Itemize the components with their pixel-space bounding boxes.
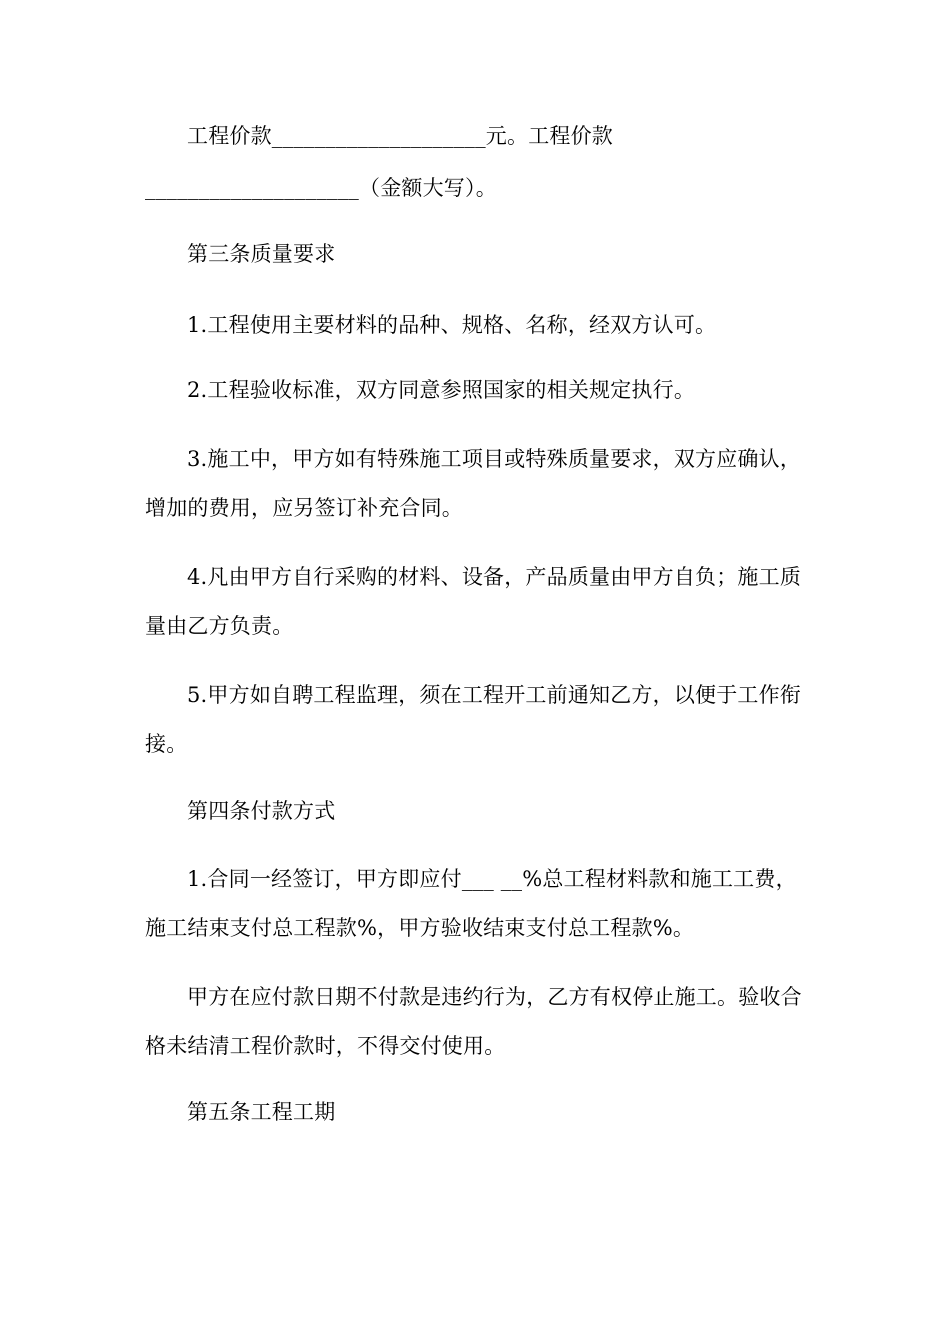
article-4-heading: 第四条付款方式 <box>187 799 336 823</box>
quality-item-1: 1.工程使用主要材料的品种、规格、名称，经双方认可。 <box>187 313 717 337</box>
payment-default-line-2: 格未结清工程价款时，不得交付使用。 <box>145 1034 506 1058</box>
price-line: 工程价款____________________元。工程价款 <box>187 124 613 148</box>
quality-item-2: 2.工程验收标准，双方同意参照国家的相关规定执行。 <box>187 378 696 402</box>
payment-item-1-line-1: 1.合同一经签订，甲方即应付___ __%总工程材料款和施工工费， <box>187 867 797 891</box>
article-5-heading: 第五条工程工期 <box>187 1100 336 1124</box>
payment-item-1-line-2: 施工结束支付总工程款%，甲方验收结束支付总工程款%。 <box>145 916 695 940</box>
quality-item-5-line-1: 5.甲方如自聘工程监理，须在工程开工前通知乙方，以便于工作衔 <box>187 683 802 707</box>
quality-item-4-line-2: 量由乙方负责。 <box>145 614 294 638</box>
article-3-heading: 第三条质量要求 <box>187 242 336 266</box>
quality-item-3-line-1: 3.施工中，甲方如有特殊施工项目或特殊质量要求，双方应确认， <box>187 447 802 471</box>
quality-item-3-line-2: 增加的费用，应另签订补充合同。 <box>145 496 463 520</box>
payment-default-line-1: 甲方在应付款日期不付款是违约行为，乙方有权停止施工。验收合 <box>187 985 802 1009</box>
quality-item-4-line-1: 4.凡由甲方自行采购的材料、设备，产品质量由甲方自负；施工质 <box>187 565 802 589</box>
quality-item-5-line-2: 接。 <box>145 732 188 756</box>
price-uppercase-line: ____________________（金额大写）。 <box>145 176 497 200</box>
